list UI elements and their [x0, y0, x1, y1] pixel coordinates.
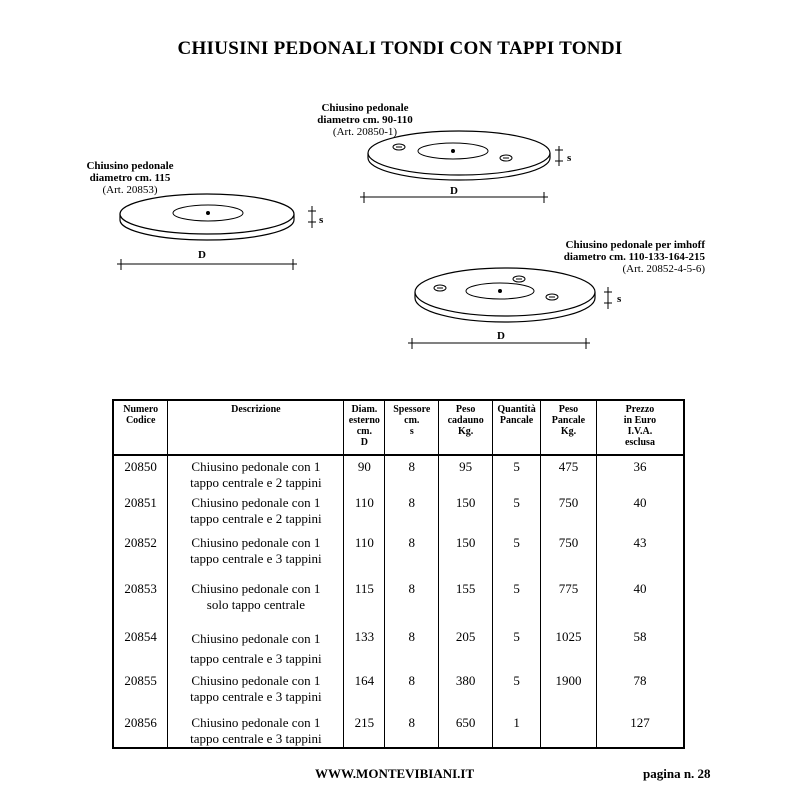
cell-quantity: 1 — [493, 711, 541, 748]
dimension-d-label: D — [497, 330, 505, 342]
cell-thickness: 8 — [385, 455, 439, 491]
label-line: (Art. 20853) — [102, 184, 158, 196]
header-line: Kg. — [458, 426, 474, 437]
desc-line: Chiusino pedonale con 1 — [191, 495, 321, 510]
table-row — [113, 575, 684, 623]
cell-diameter: 115 — [344, 575, 385, 623]
cell-thickness: 8 — [385, 623, 439, 669]
cell-price: 127 — [596, 711, 684, 748]
header-quantity — [493, 400, 541, 455]
dimension-d-label: D — [450, 185, 458, 197]
header-line: Quantità — [497, 404, 536, 415]
cell-code: 20855 — [124, 673, 157, 688]
cell-weight: 150 — [439, 531, 493, 575]
cell-diameter: 110 — [344, 491, 385, 531]
header-line: esterno — [348, 415, 380, 426]
table-row — [113, 491, 684, 531]
cell-quantity: 5 — [493, 455, 541, 491]
cell-description — [168, 711, 344, 748]
cell-weight: 155 — [439, 575, 493, 623]
dimension-s-label: s — [617, 293, 622, 305]
price-table — [112, 399, 685, 749]
table-row — [113, 711, 684, 748]
label-line: diametro cm. 110-133-164-215 — [563, 251, 705, 263]
cell-quantity: 5 — [493, 491, 541, 531]
cell-quantity: 5 — [493, 575, 541, 623]
cell-price: 40 — [596, 575, 684, 623]
header-line: Codice — [125, 415, 156, 426]
header-line: Peso — [558, 404, 579, 415]
desc-line: tappo centrale e 2 tappini — [190, 475, 322, 490]
cell-pallet-weight — [541, 711, 597, 748]
cell-diameter: 90 — [344, 455, 385, 491]
desc-line: tappo centrale e 3 tappini — [190, 551, 322, 566]
cell-code: 20851 — [124, 495, 157, 510]
header-code — [113, 400, 168, 455]
cell-weight: 150 — [439, 491, 493, 531]
header-line: cm. — [404, 415, 420, 426]
cell-description — [168, 575, 344, 623]
desc-line: tappo centrale e 2 tappini — [190, 511, 322, 526]
cell-code: 20853 — [124, 581, 157, 596]
cell-price: 43 — [596, 531, 684, 575]
table-row — [113, 531, 684, 575]
dimension-s-label: s — [319, 214, 324, 226]
label-line: (Art. 20852-4-5-6) — [622, 263, 705, 275]
cell-description — [168, 455, 344, 491]
header-line: Pancale — [551, 415, 586, 426]
cell-thickness: 8 — [385, 669, 439, 711]
label-line: (Art. 20850-1) — [332, 126, 398, 138]
header-pallet-weight — [541, 400, 597, 455]
cell-quantity: 5 — [493, 623, 541, 669]
desc-line: tappo centrale e 3 tappini — [190, 731, 322, 746]
header-line: esclusa — [624, 437, 655, 448]
desc-line: Chiusino pedonale con 1 — [191, 581, 321, 596]
cell-thickness: 8 — [385, 491, 439, 531]
header-line: cm. — [356, 426, 372, 437]
desc-line: solo tappo centrale — [206, 597, 305, 612]
cell-weight: 205 — [439, 623, 493, 669]
cell-description — [168, 531, 344, 575]
header-line: cadauno — [447, 415, 484, 426]
cell-pallet-weight: 750 — [541, 531, 597, 575]
cell-weight: 380 — [439, 669, 493, 711]
cell-code: 20856 — [124, 715, 157, 730]
table-row — [113, 455, 684, 491]
cell-description — [168, 491, 344, 531]
desc-line: tappo centrale e 3 tappini — [190, 689, 322, 704]
desc-line: Chiusino pedonale con 1 — [191, 673, 321, 688]
table-row — [113, 623, 684, 669]
disc-drawing-top — [360, 131, 563, 203]
cell-quantity: 5 — [493, 669, 541, 711]
cell-diameter: 133 — [344, 623, 385, 669]
cell-pallet-weight: 475 — [541, 455, 597, 491]
cell-price: 40 — [596, 491, 684, 531]
cell-code: 20850 — [124, 459, 157, 474]
header-line: D — [360, 437, 368, 448]
cell-pallet-weight: 775 — [541, 575, 597, 623]
disc-drawing-right — [408, 268, 612, 349]
header-line: Prezzo — [625, 404, 655, 415]
label-line: Chiusino pedonale — [86, 160, 174, 172]
header-weight — [439, 400, 493, 455]
cell-diameter: 164 — [344, 669, 385, 711]
table-header-row — [113, 400, 684, 455]
table-row — [113, 669, 684, 711]
cell-description — [168, 623, 344, 669]
cell-thickness: 8 — [385, 531, 439, 575]
cell-price: 36 — [596, 455, 684, 491]
cell-description — [168, 669, 344, 711]
cell-pallet-weight: 1025 — [541, 623, 597, 669]
desc-line: Chiusino pedonale con 1 — [191, 535, 321, 550]
cell-price: 58 — [596, 623, 684, 669]
desc-line: Chiusino pedonale con 1 — [191, 631, 321, 646]
header-line: in Euro — [623, 415, 657, 426]
header-description: Descrizione — [168, 400, 344, 455]
footer-page-number: pagina n. 28 — [643, 766, 711, 781]
label-line: Chiusino pedonale per imhoff — [565, 239, 705, 251]
cell-weight: 95 — [439, 455, 493, 491]
header-line: Pancale — [499, 415, 534, 426]
header-line: I.V.A. — [627, 426, 653, 437]
label-line: diametro cm. 90-110 — [317, 114, 413, 126]
header-line: Spessore — [393, 404, 431, 415]
header-line: Kg. — [560, 426, 577, 437]
disc-drawing-left — [117, 194, 316, 270]
dimension-s-label: s — [567, 152, 572, 164]
cell-diameter: 215 — [344, 711, 385, 748]
desc-line: Chiusino pedonale con 1 — [191, 459, 321, 474]
cell-diameter: 110 — [344, 531, 385, 575]
desc-line: Chiusino pedonale con 1 — [191, 715, 321, 730]
cell-quantity: 5 — [493, 531, 541, 575]
header-price — [596, 400, 684, 455]
desc-line: tappo centrale e 3 tappini — [190, 651, 322, 666]
header-line: Numero — [123, 404, 159, 415]
cell-weight: 650 — [439, 711, 493, 748]
cell-pallet-weight: 1900 — [541, 669, 597, 711]
header-line: Diam. — [351, 404, 378, 415]
header-diameter — [344, 400, 385, 455]
dimension-d-label: D — [198, 249, 206, 261]
cell-pallet-weight: 750 — [541, 491, 597, 531]
header-thickness — [385, 400, 439, 455]
page-title: CHIUSINI PEDONALI TONDI CON TAPPI TONDI — [177, 38, 623, 59]
cell-code: 20852 — [124, 535, 157, 550]
label-line: diametro cm. 115 — [89, 172, 171, 184]
cell-thickness: 8 — [385, 711, 439, 748]
cell-code: 20854 — [124, 629, 157, 644]
header-line: Peso — [455, 404, 476, 415]
cell-thickness: 8 — [385, 575, 439, 623]
cell-price: 78 — [596, 669, 684, 711]
header-line: s — [409, 426, 414, 437]
label-line: Chiusino pedonale — [321, 102, 409, 114]
footer-website: WWW.MONTEVIBIANI.IT — [315, 766, 475, 781]
